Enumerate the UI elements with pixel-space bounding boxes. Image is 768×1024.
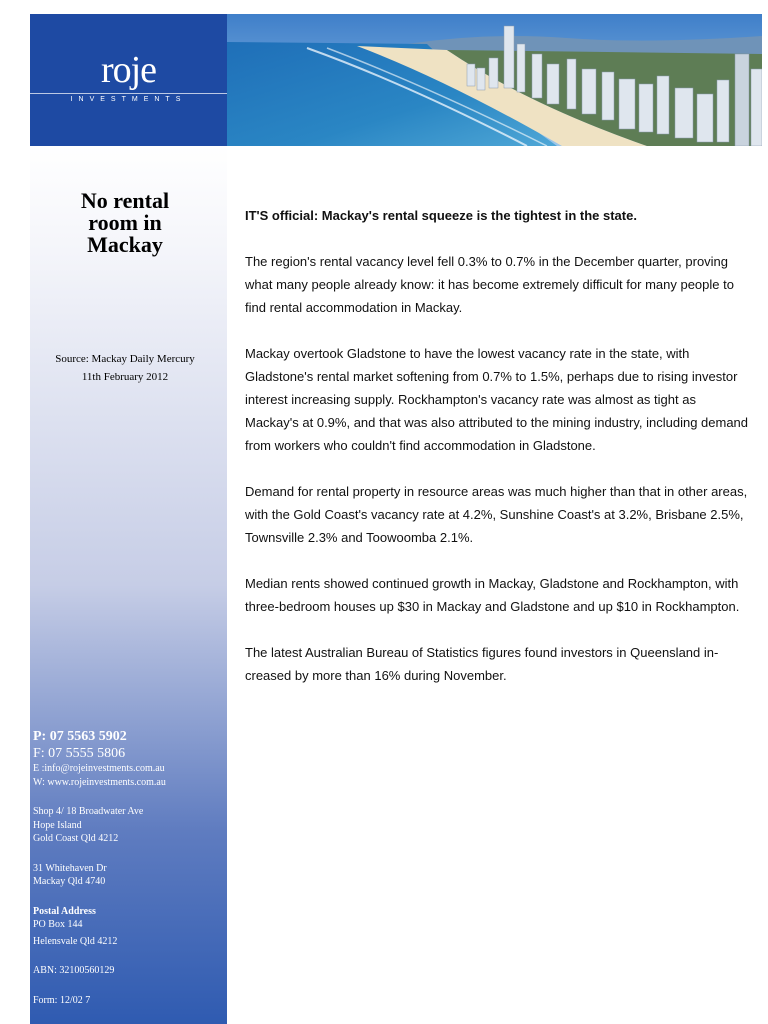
headline-line: Mackay (87, 232, 163, 257)
headline (30, 190, 220, 256)
contact-block (33, 728, 223, 1007)
website-address: W: www.rojeinvestments.com.au (33, 776, 166, 788)
article-lead: IT'S official: Mackay's rental squeeze is the tightest in the state. (245, 208, 637, 223)
source-text: Source: Mackay Daily Mercury (55, 353, 195, 365)
logo-wordmark: roje (100, 49, 157, 91)
article-body (245, 204, 750, 710)
article-paragraph: The latest Australian Bureau of Statistics figures found investors in Queensland in-creased by more than 16% during November. (245, 645, 719, 683)
phone-number: P: 07 5563 5902 (33, 729, 127, 744)
article-paragraph: The region's rental vacancy level fell 0.3% to 0.7% in the December quarter, proving what many people already know: it has become extremely difficult for many people to find rental accommodation in Mackay. (245, 254, 734, 315)
article-paragraph: Mackay overtook Gladstone to have the lowest vacancy rate in the state, with Gladstone's rental market softening from 0.7% to 1.5%, perhaps due to rising investor interest increasing supply. Rockhampton's vacancy rate was almost as tight as Mackay's at 0.9%, and that was also attributed to the mining industry, including demand from workers who couldn't find accommodation in Gladstone. (245, 346, 749, 453)
office1-line: Hope Island (33, 819, 82, 831)
office1-line: Gold Coast Qld 4212 (33, 833, 119, 844)
article-paragraph: Demand for rental property in resource areas was much higher than that in other areas, with the Gold Coast's vacancy rate at 4.2%, Sunshine Coast's at 3.2%, Brisbane 2.5%, Townsville 2.3% and Toowoomba 2.1%. (245, 484, 748, 545)
fax-number: F: 07 5555 5806 (33, 746, 126, 761)
headline-line: room in (88, 210, 162, 235)
article-paragraph: Median rents showed continued growth in Mackay, Gladstone and Rockhampton, with three-bedroom houses up $30 in Mackay and Gladstone and up $10 in Rockhampton. (245, 576, 740, 614)
logo-divider (30, 93, 227, 94)
headline-line: No rental (80, 188, 170, 213)
source-info (30, 350, 220, 386)
page-header (30, 14, 762, 146)
office1-line: Shop 4/ 18 Broadwater Ave (33, 806, 144, 817)
postal-line: PO Box 144 (33, 919, 83, 930)
publication-date: 11th February 2012 (81, 371, 169, 383)
form-number: Form: 12/02 7 (33, 994, 91, 1006)
office2-line: 31 Whitehaven Dr (33, 862, 107, 874)
office2-line: Mackay Qld 4740 (33, 876, 106, 887)
beach-skyline-image (227, 14, 762, 146)
postal-heading: Postal Address (33, 905, 96, 917)
sidebar (30, 146, 227, 1024)
abn: ABN: 32100560129 (33, 965, 115, 976)
postal-line: Helensvale Qld 4212 (33, 935, 118, 947)
email-address: E :info@rojeinvestments.com.au (33, 763, 165, 774)
roje-logo (30, 14, 227, 146)
logo-subtitle: INVESTMENTS (70, 96, 187, 103)
gold-coast-beach-photo (227, 14, 762, 146)
